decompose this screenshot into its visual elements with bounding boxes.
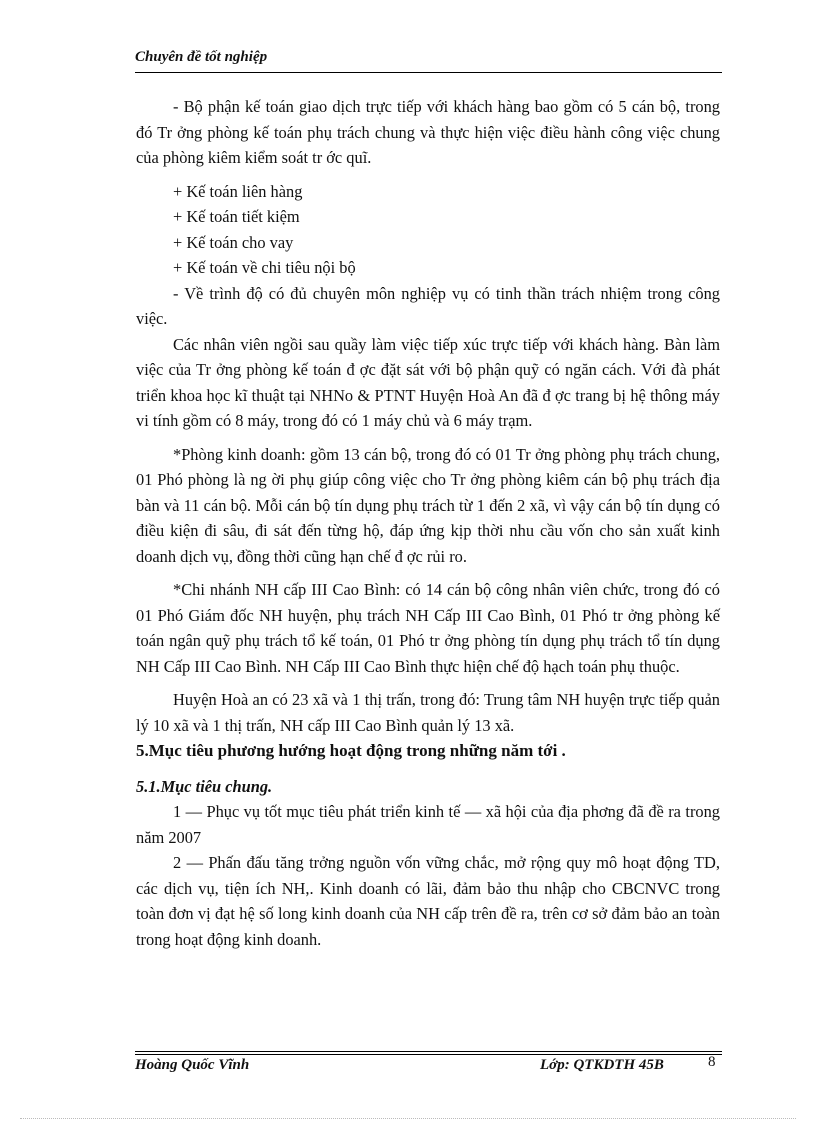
paragraph-goal-2: 2 — Phấn đấu tăng trởng nguồn vốn vững chắc, mở rộng quy mô hoạt động TD, các dịch vụ, tiện ích NH,. Kinh doanh có lãi, đảm bảo thu nhập cho CBCNVC trong toàn đơn vị đạt hệ số long kinh doanh của NH cấp trên đề ra, trên cơ sở đảm bảo an toàn trong hoạt động kinh doanh. [136, 853, 720, 949]
paragraph-staff-counter: Các nhân viên ngồi sau quầy làm việc tiếp xúc trực tiếp với khách hàng. Bàn làm việc của Tr ởng phòng kế toán đ ợc đặt sát với bộ phận quỹ có ngăn cách. Với đà phát triển khoa học kĩ thuật tại NHNo & PTNT Huyện Hoà An đã đ ợc trang bị hệ thông máy vi tính gồm có 8 máy, trong đó có 1 máy chủ và 6 máy trạm. [136, 334, 720, 430]
paragraph-branch: *Chi nhánh NH cấp III Cao Bình: có 14 cán bộ công nhân viên chức, trong đó có 01 Phó Giám đốc NH huyện, phụ trách NH Cấp III Cao Bình, 01 Phó tr ởng phòng kế toán ngân quỹ phụ trách tổ kế toán, 01 Phó tr ởng phòng tín dụng phụ trách tổ tín dụng NH Cấp III Cao Bình. NH Cấp III Cao Bình thực hiện chế độ hạch toán phụ thuộc. [136, 580, 720, 676]
list-item-accounting: + Kế toán cho vay [173, 232, 294, 252]
footer-class: Lớp: QTKDTH 45B [540, 1057, 664, 1073]
header-rule [135, 72, 722, 73]
paragraph-goal-1: 1 — Phục vụ tốt mục tiêu phát triển kinh tế — xã hội của địa phơng đã đề ra trong năm 2007 [136, 802, 720, 847]
footer-rule [135, 1054, 722, 1055]
paragraph-qualification: - Về trình độ có đủ chuyên môn nghiệp vụ có tinh thần trách nhiệm trong công việc. [136, 283, 720, 328]
page-header-title: Chuyên đề tốt nghiệp [135, 49, 268, 65]
list-item-accounting: + Kế toán tiết kiệm [173, 207, 300, 226]
section-heading-5-1: 5.1.Mục tiêu chung. [136, 776, 273, 796]
list-item-accounting: + Kế toán về chi tiêu nội bộ [173, 258, 356, 277]
paragraph-business-dept: *Phòng kinh doanh: gồm 13 cán bộ, trong đó có 01 Tr ởng phòng phụ trách chung, 01 Phó phòng là ng ời phụ giúp công việc cho Tr ởng phòng kiêm cán bộ phụ trách địa bàn và 11 cán bộ. Mỗi cán bộ tín dụng phụ trách từ 1 đến 2 xã, vì vậy cán bộ tín dụng có điều kiện đi sâu, đi sát đến từng hộ, đáp ứng kịp thời nhu cầu vốn cho sản xuất kinh doanh dịch vụ, đồng thời cũng hạn chế đ ợc rủi ro. [136, 444, 720, 566]
body-content [136, 94, 720, 952]
section-heading-5: 5.Mục tiêu phương hướng hoạt động trong những năm tới . [136, 741, 566, 760]
page-number: 8 [708, 1054, 716, 1070]
footer-rule [135, 1051, 722, 1052]
page-edge-divider [20, 1118, 796, 1119]
paragraph-accounting-staff: - Bộ phận kế toán giao dịch trực tiếp với khách hàng bao gồm có 5 cán bộ, trong đó Tr ởng phòng kế toán phụ trách chung và thực hiện việc điều hành công việc chung của phòng kiêm kiểm soát tr ớc quĩ. [136, 97, 720, 167]
list-item-accounting: + Kế toán liên hàng [173, 181, 303, 201]
paragraph-district: Huyện Hoà an có 23 xã và 1 thị trấn, trong đó: Trung tâm NH huyện trực tiếp quản lý 10 xã và 1 thị trấn, NH cấp III Cao Bình quản lý 13 xã. [136, 690, 720, 735]
footer-author: Hoàng Quốc Vĩnh [135, 1057, 250, 1073]
